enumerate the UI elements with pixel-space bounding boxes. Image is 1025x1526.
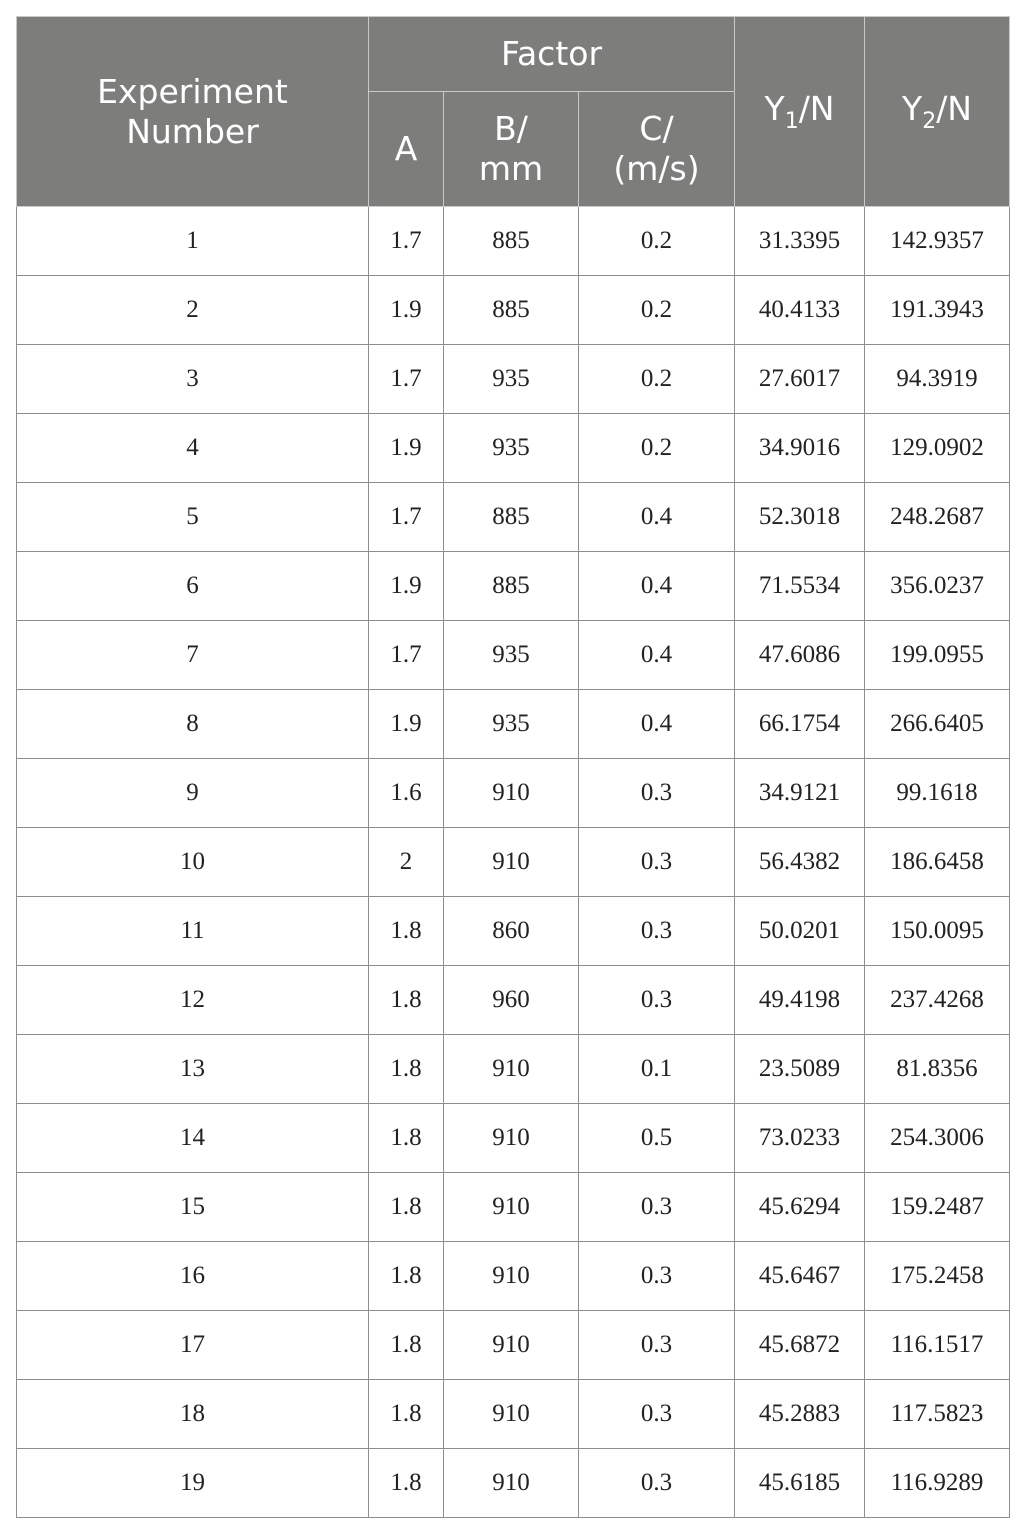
y1-cell: 45.2883 xyxy=(735,1380,865,1449)
experiment-number-cell: 16 xyxy=(17,1242,369,1311)
y2-cell: 175.2458 xyxy=(865,1242,1010,1311)
experiment-number-cell: 10 xyxy=(17,828,369,897)
table-body xyxy=(17,207,1010,1518)
experiment-number-cell: 7 xyxy=(17,621,369,690)
factor-b-cell: 960 xyxy=(444,966,579,1035)
table-row xyxy=(17,966,1010,1035)
y2-cell: 81.8356 xyxy=(865,1035,1010,1104)
table-row xyxy=(17,828,1010,897)
y2-cell: 117.5823 xyxy=(865,1380,1010,1449)
factor-c-cell: 0.3 xyxy=(579,966,735,1035)
factor-a-cell: 1.9 xyxy=(369,690,444,759)
y2-cell: 248.2687 xyxy=(865,483,1010,552)
factor-c-cell: 0.3 xyxy=(579,1173,735,1242)
table-row xyxy=(17,1380,1010,1449)
y2-cell: 191.3943 xyxy=(865,276,1010,345)
y1-cell: 52.3018 xyxy=(735,483,865,552)
table-row xyxy=(17,276,1010,345)
factor-a-cell: 1.7 xyxy=(369,621,444,690)
y2-cell: 142.9357 xyxy=(865,207,1010,276)
header-y1 xyxy=(735,17,865,207)
factor-a-cell: 1.9 xyxy=(369,276,444,345)
experiment-number-cell: 15 xyxy=(17,1173,369,1242)
header-experiment-number: Experiment Number xyxy=(17,17,369,207)
y1-cell: 47.6086 xyxy=(735,621,865,690)
table-row xyxy=(17,414,1010,483)
factor-c-cell: 0.1 xyxy=(579,1035,735,1104)
y1-cell: 56.4382 xyxy=(735,828,865,897)
factor-c-cell: 0.4 xyxy=(579,552,735,621)
factor-a-cell: 1.8 xyxy=(369,1242,444,1311)
y2-cell: 254.3006 xyxy=(865,1104,1010,1173)
factor-b-cell: 885 xyxy=(444,552,579,621)
experiment-number-cell: 13 xyxy=(17,1035,369,1104)
table-row xyxy=(17,897,1010,966)
experiment-number-cell: 19 xyxy=(17,1449,369,1518)
y2-cell: 266.6405 xyxy=(865,690,1010,759)
factor-a-cell: 1.9 xyxy=(369,552,444,621)
y1-cell: 73.0233 xyxy=(735,1104,865,1173)
y2-cell: 99.1618 xyxy=(865,759,1010,828)
y2-cell: 159.2487 xyxy=(865,1173,1010,1242)
y1-cell: 34.9016 xyxy=(735,414,865,483)
table-row xyxy=(17,621,1010,690)
table-row xyxy=(17,345,1010,414)
factor-c-cell: 0.2 xyxy=(579,207,735,276)
y1-cell: 45.6294 xyxy=(735,1173,865,1242)
experiment-number-cell: 2 xyxy=(17,276,369,345)
factor-a-cell: 1.9 xyxy=(369,414,444,483)
factor-b-cell: 910 xyxy=(444,1104,579,1173)
y1-cell: 34.9121 xyxy=(735,759,865,828)
table-row xyxy=(17,1173,1010,1242)
experiment-number-cell: 3 xyxy=(17,345,369,414)
y2-cell: 150.0095 xyxy=(865,897,1010,966)
y1-cell: 45.6467 xyxy=(735,1242,865,1311)
experiment-number-cell: 9 xyxy=(17,759,369,828)
factor-c-cell: 0.4 xyxy=(579,483,735,552)
factor-c-cell: 0.2 xyxy=(579,345,735,414)
factor-b-cell: 910 xyxy=(444,1449,579,1518)
table-row xyxy=(17,1242,1010,1311)
factor-c-cell: 0.4 xyxy=(579,621,735,690)
header-y1-sub: 1 xyxy=(784,109,799,134)
experiment-number-cell: 11 xyxy=(17,897,369,966)
factor-a-cell: 1.8 xyxy=(369,1449,444,1518)
factor-b-cell: 935 xyxy=(444,690,579,759)
header-y1-main: Y xyxy=(764,89,785,128)
factor-b-cell: 910 xyxy=(444,1380,579,1449)
factor-a-cell: 1.6 xyxy=(369,759,444,828)
y2-cell: 186.6458 xyxy=(865,828,1010,897)
y2-cell: 116.9289 xyxy=(865,1449,1010,1518)
table-row xyxy=(17,1311,1010,1380)
factor-b-cell: 885 xyxy=(444,276,579,345)
factor-b-cell: 935 xyxy=(444,621,579,690)
y2-cell: 116.1517 xyxy=(865,1311,1010,1380)
factor-c-cell: 0.3 xyxy=(579,897,735,966)
header-y2-main: Y xyxy=(902,89,923,128)
table-row xyxy=(17,1449,1010,1518)
factor-b-cell: 885 xyxy=(444,207,579,276)
experiment-number-cell: 1 xyxy=(17,207,369,276)
factor-a-cell: 2 xyxy=(369,828,444,897)
factor-b-cell: 910 xyxy=(444,1173,579,1242)
y1-cell: 49.4198 xyxy=(735,966,865,1035)
factor-b-cell: 910 xyxy=(444,1311,579,1380)
factor-a-cell: 1.8 xyxy=(369,897,444,966)
factor-a-cell: 1.7 xyxy=(369,207,444,276)
y1-cell: 71.5534 xyxy=(735,552,865,621)
table-row xyxy=(17,552,1010,621)
y2-cell: 199.0955 xyxy=(865,621,1010,690)
factor-a-cell: 1.8 xyxy=(369,1311,444,1380)
y1-cell: 66.1754 xyxy=(735,690,865,759)
table-row xyxy=(17,759,1010,828)
header-y1-unit: /N xyxy=(798,89,835,128)
y1-cell: 23.5089 xyxy=(735,1035,865,1104)
header-c: C/ (m/s) xyxy=(579,92,735,207)
y1-cell: 27.6017 xyxy=(735,345,865,414)
factor-a-cell: 1.7 xyxy=(369,483,444,552)
y2-cell: 237.4268 xyxy=(865,966,1010,1035)
factor-c-cell: 0.3 xyxy=(579,828,735,897)
factor-c-cell: 0.2 xyxy=(579,276,735,345)
header-a: A xyxy=(369,92,444,207)
experiment-number-cell: 17 xyxy=(17,1311,369,1380)
experiment-number-cell: 14 xyxy=(17,1104,369,1173)
factor-b-cell: 910 xyxy=(444,759,579,828)
factor-b-cell: 935 xyxy=(444,345,579,414)
y1-cell: 45.6872 xyxy=(735,1311,865,1380)
factor-c-cell: 0.3 xyxy=(579,1311,735,1380)
factor-c-cell: 0.5 xyxy=(579,1104,735,1173)
factor-a-cell: 1.7 xyxy=(369,345,444,414)
factor-b-cell: 860 xyxy=(444,897,579,966)
y1-cell: 31.3395 xyxy=(735,207,865,276)
experiment-number-cell: 6 xyxy=(17,552,369,621)
header-y2 xyxy=(865,17,1010,207)
factor-b-cell: 910 xyxy=(444,828,579,897)
table-row xyxy=(17,1035,1010,1104)
table-row xyxy=(17,690,1010,759)
table-header xyxy=(17,17,1010,207)
table-row xyxy=(17,483,1010,552)
experiment-table xyxy=(16,16,1010,1518)
header-y2-unit: /N xyxy=(936,89,972,128)
y2-cell: 356.0237 xyxy=(865,552,1010,621)
experiment-number-cell: 5 xyxy=(17,483,369,552)
factor-a-cell: 1.8 xyxy=(369,1104,444,1173)
header-y2-sub: 2 xyxy=(922,109,937,134)
factor-c-cell: 0.3 xyxy=(579,1242,735,1311)
experiment-number-cell: 18 xyxy=(17,1380,369,1449)
factor-c-cell: 0.3 xyxy=(579,1449,735,1518)
factor-c-cell: 0.3 xyxy=(579,1380,735,1449)
factor-b-cell: 935 xyxy=(444,414,579,483)
y1-cell: 40.4133 xyxy=(735,276,865,345)
header-b: B/ mm xyxy=(444,92,579,207)
table-row xyxy=(17,207,1010,276)
y1-cell: 45.6185 xyxy=(735,1449,865,1518)
header-factor: Factor xyxy=(369,17,735,92)
factor-a-cell: 1.8 xyxy=(369,1173,444,1242)
y2-cell: 129.0902 xyxy=(865,414,1010,483)
factor-c-cell: 0.2 xyxy=(579,414,735,483)
factor-b-cell: 910 xyxy=(444,1035,579,1104)
factor-a-cell: 1.8 xyxy=(369,1035,444,1104)
factor-b-cell: 885 xyxy=(444,483,579,552)
experiment-number-cell: 4 xyxy=(17,414,369,483)
factor-c-cell: 0.3 xyxy=(579,759,735,828)
table-row xyxy=(17,1104,1010,1173)
experiment-number-cell: 8 xyxy=(17,690,369,759)
factor-c-cell: 0.4 xyxy=(579,690,735,759)
experiment-number-cell: 12 xyxy=(17,966,369,1035)
y2-cell: 94.3919 xyxy=(865,345,1010,414)
factor-b-cell: 910 xyxy=(444,1242,579,1311)
y1-cell: 50.0201 xyxy=(735,897,865,966)
factor-a-cell: 1.8 xyxy=(369,966,444,1035)
factor-a-cell: 1.8 xyxy=(369,1380,444,1449)
